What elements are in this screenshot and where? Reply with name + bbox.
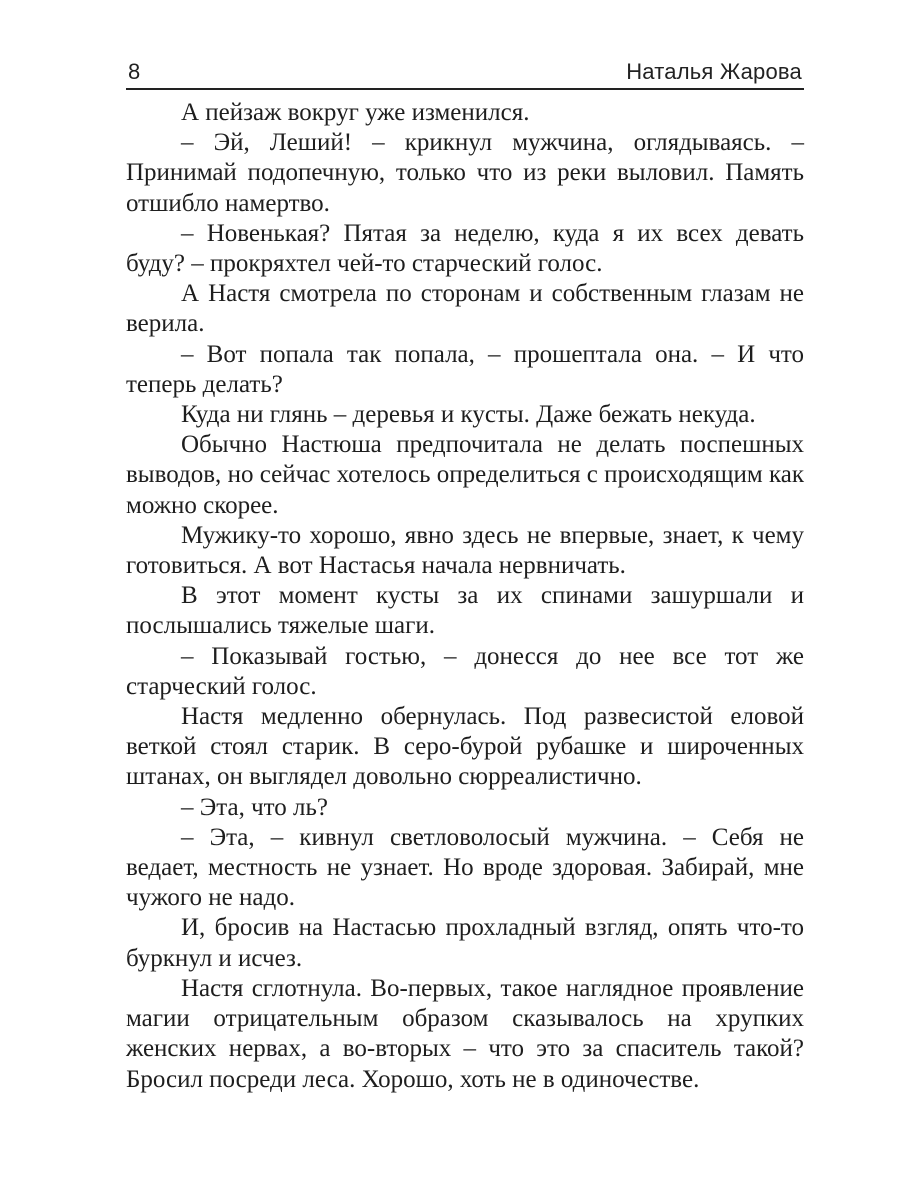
paragraph: Куда ни глянь – деревья и кусты. Даже бежать некуда. bbox=[181, 401, 756, 429]
paragraph: – Эта, что ль? bbox=[181, 793, 328, 821]
paragraph: – Новенькая? Пятая за неделю, куда я их всех девать буду? – прокряхтел чей-то старческий голос. bbox=[126, 219, 804, 278]
paragraph: Настя медленно обернулась. Под развесистой еловой веткой стоял старик. В серо-бурой рубашке и широченных штанах, он выглядел довольно сюрреалистично. bbox=[126, 703, 804, 791]
page-number: 8 bbox=[128, 59, 141, 84]
paragraph: – Вот попала так попала, – прошептала она. – И что теперь делать? bbox=[126, 340, 804, 398]
running-header bbox=[126, 58, 804, 90]
paragraph: А пейзаж вокруг уже изменился. bbox=[181, 99, 530, 126]
paragraph: – Показывай гостью, – донесся до нее все тот же старческий голос. bbox=[126, 642, 804, 700]
paragraph: Обычно Настюша предпочитала не делать поспешных выводов, но сейчас хотелось определиться с происходящим как можно скорее. bbox=[126, 431, 804, 519]
paragraph: И, бросив на Настасью прохладный взгляд, опять что-то буркнул и исчез. bbox=[126, 914, 804, 972]
author-name: Наталья Жарова bbox=[626, 59, 802, 84]
paragraph: В этот момент кусты за их спинами зашуршали и послышались тяжелые шаги. bbox=[126, 582, 804, 640]
body-text bbox=[126, 98, 804, 1095]
paragraph: Мужику-то хорошо, явно здесь не впервые, знает, к чему готовиться. А вот Настасья начала нервничать. bbox=[126, 521, 804, 580]
paragraph: – Эй, Леший! – крикнул мужчина, оглядываясь. – Принимай подопечную, только что из реки выловил. Память отшибло намертво. bbox=[126, 129, 804, 217]
paragraph: Настя сглотнула. Во-первых, такое наглядное проявление магии отрицательным образом сказывалось на хрупких женских нервах, а во-вторых – что это за спаситель такой? Бросил посреди леса. Хорошо, хоть не в одиночестве. bbox=[126, 974, 804, 1093]
paragraph: – Эта, – кивнул светловолосый мужчина. – Себя не ведает, местность не узнает. Но вроде здоровая. Забирай, мне чужого не надо. bbox=[126, 823, 804, 912]
paragraph: А Настя смотрела по сторонам и собственным глазам не верила. bbox=[126, 280, 804, 338]
